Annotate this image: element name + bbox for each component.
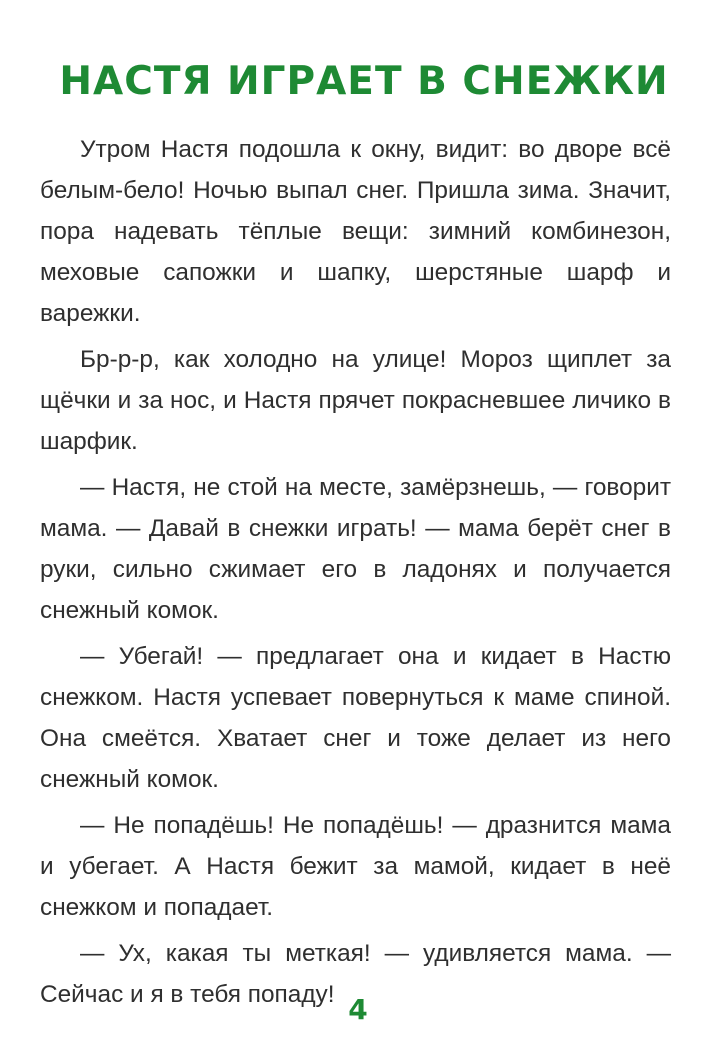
paragraph-2: Бр-р-р, как холодно на улице! Мороз щиплет за щёчки и за нос, и Настя прячет покрасневшее личико в шарфик. <box>40 346 671 455</box>
paragraph-1: Утром Настя подошла к окну, видит: во дворе всё белым-бело! Ночью выпал снег. Пришла зима. Значит, пора надевать тёплые вещи: зимний комбинезон, меховые сапожки и шапку, шерстяные шарф и варежки. <box>40 136 671 327</box>
page-number: 4 <box>348 993 368 1026</box>
paragraph-4: — Убегай! — предлагает она и кидает в Настю снежком. Настя успевает повернуться к маме спиной. Она смеётся. Хватает снег и тоже делает из него снежный комок. <box>40 643 671 793</box>
paragraph-3: — Настя, не стой на месте, замёрзнешь, — говорит мама. — Давай в снежки играть! — мама берёт снег в руки, сильно сжимает его в ладонях и получается снежный комок. <box>40 474 671 624</box>
paragraph-5: — Не попадёшь! Не попадёшь! — дразнится мама и убегает. А Настя бежит за мамой, кидает в неё снежком и попадает. <box>40 812 671 921</box>
paragraph-6: — Ух, какая ты меткая! — удивляется мама. — Сейчас и я в тебя попаду! <box>40 940 671 1008</box>
page-title: НАСТЯ ИГРАЕТ В СНЕЖКИ <box>59 59 669 104</box>
story-text <box>40 129 671 1020</box>
